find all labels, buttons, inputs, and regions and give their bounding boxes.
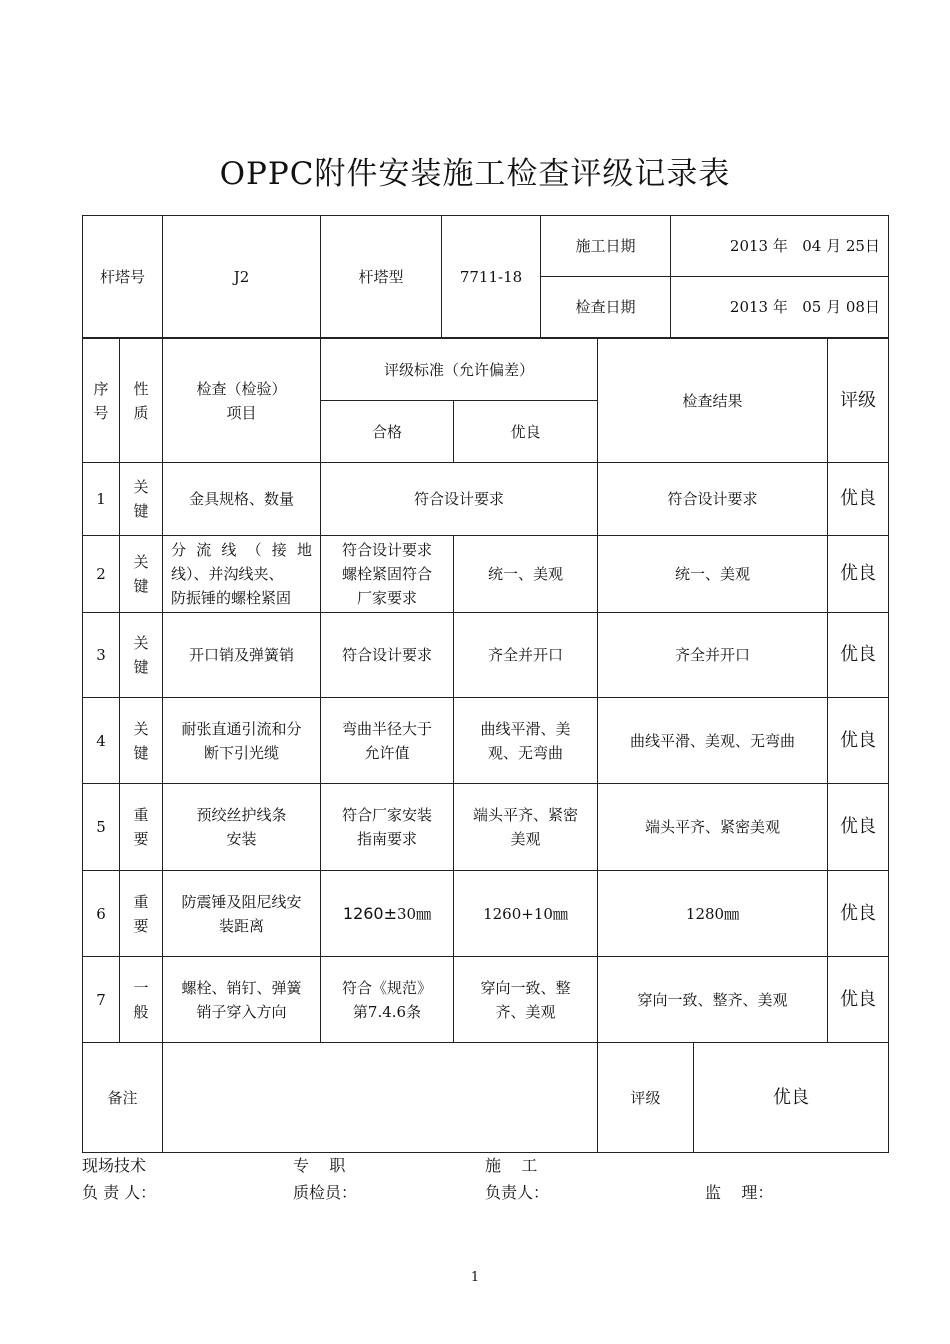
remarks-grade-value: 优良 <box>694 1043 889 1153</box>
footer-tech-1: 现场技术 <box>82 1156 147 1175</box>
inspect-date-label: 检查日期 <box>541 277 671 338</box>
header-table <box>82 215 889 338</box>
footer-qc-1: 专 职 <box>293 1156 346 1175</box>
table-row: 5 重 要 预绞丝护线条 安装 符合厂家安装 指南要求 端头平齐、紧密 美观 端头平齐、紧密美观 优良 <box>83 784 889 871</box>
table-row: 7 一 般 螺栓、销钉、弹簧 销子穿入方向 符合《规范》 第7.4.6条 穿向一致、整 齐、美观 穿向一致、整齐、美观 优良 <box>83 957 889 1043</box>
col-grade: 评级 <box>828 339 889 463</box>
table-row: 1 关 键 金具规格、数量 符合设计要求 符合设计要求 优良 <box>83 463 889 536</box>
tower-type-label: 杆塔型 <box>321 216 442 338</box>
remarks-grade-label: 评级 <box>598 1043 694 1153</box>
col-nature: 性 质 <box>120 339 163 463</box>
remarks-label: 备注 <box>83 1043 163 1153</box>
table-row: 2 关 键 分流线（接地 线）、并沟线夹、 防振锤的螺栓紧固 符合设计要求 螺栓紧固符合 厂家要求 统一、美观 统一、美观 优良 <box>83 536 889 613</box>
col-good: 优良 <box>454 401 598 463</box>
col-result: 检查结果 <box>598 339 828 463</box>
footer-qc-2: 质检员： <box>293 1183 358 1202</box>
remarks-value <box>163 1043 598 1153</box>
tower-no-value: J2 <box>163 216 321 338</box>
table-row: 6 重 要 防震锤及阻尼线安 装距离 1260±30㎜ 1260+10㎜ 1280㎜ 优良 <box>83 871 889 957</box>
table-row: 4 关 键 耐张直通引流和分 断下引光缆 弯曲半径大于 允许值 曲线平滑、美 观、无弯曲 曲线平滑、美观、无弯曲 优良 <box>83 698 889 784</box>
tower-type-value: 7711-18 <box>442 216 541 338</box>
page-title: OPPC附件安装施工检查评级记录表 <box>219 156 731 192</box>
construct-date: 2013 年 04 月 25日 <box>671 216 889 277</box>
footer-supervisor: 监 理： <box>705 1183 774 1202</box>
col-seq: 序 号 <box>83 339 120 463</box>
construct-date-label: 施工日期 <box>541 216 671 277</box>
col-item: 检查（检验） 项目 <box>163 339 321 463</box>
col-standard: 评级标准（允许偏差） <box>321 339 598 401</box>
tower-no-label: 杆塔号 <box>83 216 163 338</box>
inspect-date: 2013 年 05 月 08日 <box>671 277 889 338</box>
footer-construct-1: 施 工 <box>485 1156 538 1175</box>
footer-construct-2: 负责人： <box>485 1183 550 1202</box>
footer-tech-2: 负 责 人： <box>82 1183 157 1202</box>
page-number: 1 <box>470 1270 480 1285</box>
table-row: 3 关 键 开口销及弹簧销 符合设计要求 齐全并开口 齐全并开口 优良 <box>83 613 889 698</box>
col-pass: 合格 <box>321 401 454 463</box>
remarks-row <box>83 1043 889 1153</box>
inspection-table <box>82 338 889 1153</box>
